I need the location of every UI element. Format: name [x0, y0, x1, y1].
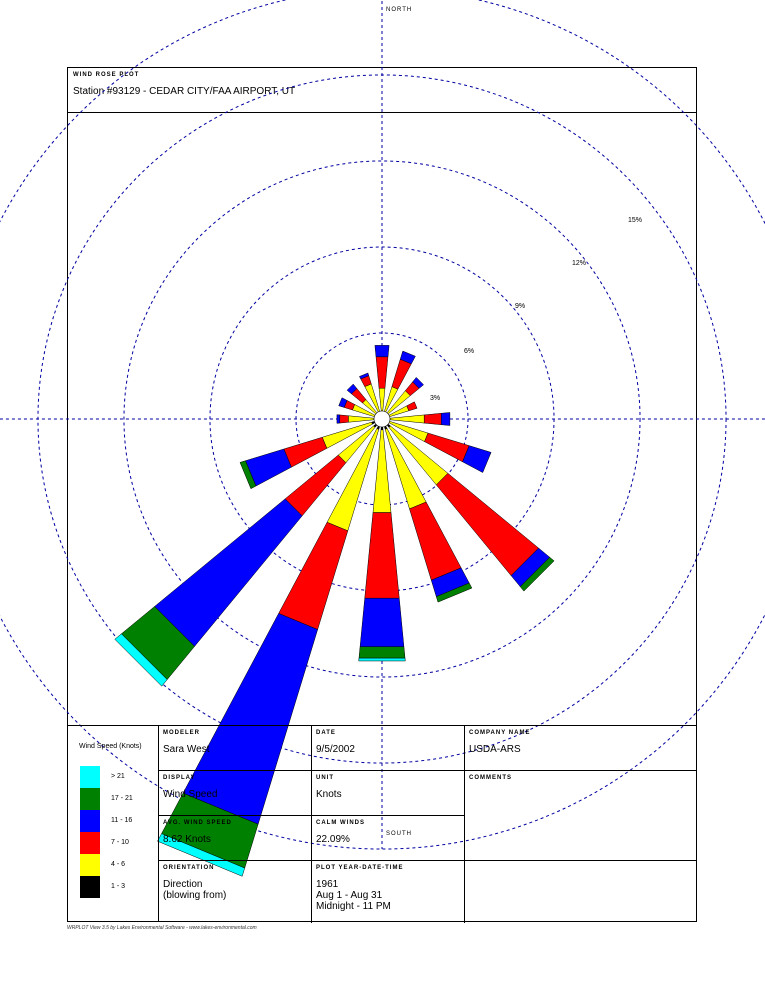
legend-label: 4 - 6	[111, 861, 126, 868]
orientation-label: ORIENTATION	[163, 865, 215, 871]
date-cell	[312, 726, 465, 771]
ring-label: 9%	[515, 303, 526, 310]
calm-label: CALM WINDS	[316, 820, 365, 826]
info-panel	[68, 725, 696, 922]
unit-label: UNIT	[316, 775, 334, 781]
legend-item-gt21	[80, 766, 160, 788]
company-label: COMPANY NAME	[469, 730, 531, 736]
legend-swatch	[80, 876, 100, 898]
petal-segment	[279, 522, 348, 629]
legend-label: 17 - 21	[111, 795, 133, 802]
petal-segment	[337, 415, 340, 424]
petal-segment	[376, 357, 388, 388]
legend-swatch	[80, 810, 100, 832]
legend	[68, 726, 159, 922]
petal-segment	[348, 416, 374, 422]
legend-item-17-21	[80, 788, 160, 810]
legend-title: Wind Speed (Knots)	[79, 743, 142, 750]
display-label: DISPLAY	[163, 775, 196, 781]
display-cell	[159, 771, 312, 816]
period-label: PLOT YEAR-DATE-TIME	[316, 865, 404, 871]
legend-item-1-3	[80, 876, 160, 898]
direction-label: NORTH	[386, 6, 413, 13]
comments-label: COMMENTS	[469, 775, 512, 781]
petal-segment	[365, 513, 400, 599]
orientation-value	[163, 879, 226, 901]
legend-item-11-16	[80, 810, 160, 832]
report-frame	[67, 6, 697, 922]
company-cell	[465, 726, 696, 771]
legend-swatch	[80, 854, 100, 876]
petal-segment	[381, 427, 383, 430]
station-title: Station #93129 - CEDAR CITY/FAA AIRPORT, UT	[73, 86, 296, 97]
calm-cell	[312, 816, 465, 861]
modeler-value: Sara West	[163, 744, 210, 755]
petal-segment	[284, 437, 327, 467]
legend-label: 11 - 16	[111, 817, 133, 824]
period-value	[316, 879, 391, 912]
petal-segment	[379, 388, 385, 411]
legend-item-7-10	[80, 832, 160, 854]
petal-segment	[373, 430, 391, 513]
petal-segment	[375, 345, 389, 356]
date-label: DATE	[316, 730, 336, 736]
ring-label: 3%	[430, 395, 441, 402]
orientation-line2: (blowing from)	[163, 890, 227, 901]
petal-segment	[409, 502, 461, 580]
calm-circle	[374, 411, 390, 427]
date-value: 9/5/2002	[316, 744, 355, 755]
petal-segment	[441, 412, 450, 425]
plot-type-label: WIND ROSE PLOT	[73, 72, 140, 78]
petal-segment	[425, 433, 470, 462]
calm-value: 22.09%	[316, 834, 350, 845]
ring-label: 15%	[628, 217, 643, 224]
petal-segment	[340, 415, 349, 423]
legend-label: > 21	[111, 773, 125, 780]
orientation-line1: Direction	[163, 879, 203, 890]
avg-speed-value: 8.62 Knots	[163, 834, 211, 845]
petal-segment	[407, 402, 417, 411]
empty-cell	[465, 861, 696, 923]
petal-segment	[392, 359, 411, 389]
legend-swatch	[80, 766, 100, 788]
direction-label: SOUTH	[386, 831, 412, 838]
modeler-label: MODELER	[163, 730, 200, 736]
legend-item-4-6	[80, 854, 160, 876]
legend-swatch	[80, 832, 100, 854]
period-line3: Midnight - 11 PM	[316, 901, 391, 912]
legend-label: 1 - 3	[111, 883, 126, 890]
petal-segment	[390, 415, 424, 423]
petal-segment	[424, 413, 441, 424]
unit-value: Knots	[316, 789, 342, 800]
period-line2: Aug 1 - Aug 31	[316, 890, 383, 901]
petal-segment	[359, 647, 405, 658]
orientation-cell	[159, 861, 312, 923]
modeler-cell	[159, 726, 312, 771]
comments-cell	[465, 771, 696, 861]
petal-segment	[360, 598, 404, 647]
avg-speed-label: AVG. WIND SPEED	[163, 820, 232, 826]
display-value: Wind Speed	[163, 789, 218, 800]
company-value: USDA-ARS	[469, 744, 521, 755]
avg-speed-cell	[159, 816, 312, 861]
period-cell	[312, 861, 465, 923]
ring-label: 6%	[464, 348, 475, 355]
unit-cell	[312, 771, 465, 816]
period-line1: 1961	[316, 879, 339, 890]
petal-segment	[359, 658, 406, 661]
software-credit: WRPLOT View 3.5 by Lakes Environmental Software - www.lakes-environmental.com	[67, 925, 257, 931]
legend-label: 7 - 10	[111, 839, 129, 846]
ring-label: 12%	[572, 260, 587, 267]
legend-swatch	[80, 788, 100, 810]
